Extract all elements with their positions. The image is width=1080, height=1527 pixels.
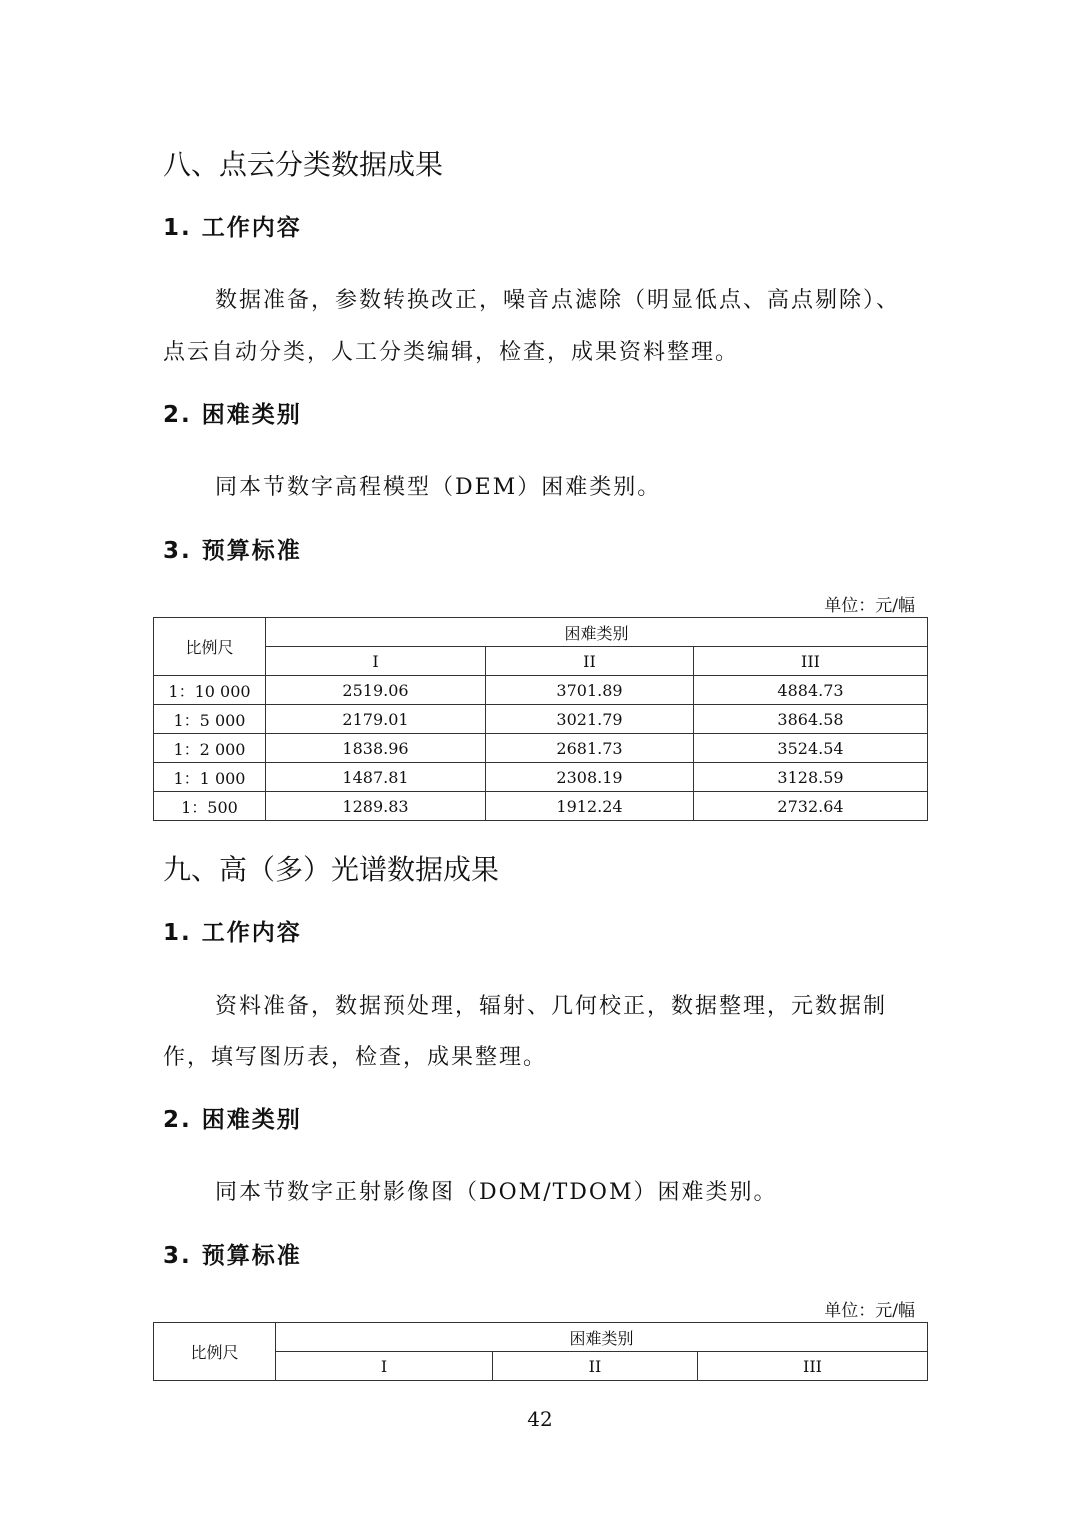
table-row [154, 734, 928, 763]
section-9-sub3-title: 3. 预算标准 [163, 1243, 302, 1269]
cell-scale: 1：5 000 [154, 705, 266, 734]
header-level-1: I [276, 1352, 493, 1381]
header-scale: 比例尺 [154, 618, 266, 676]
cell-value: 2681.73 [486, 734, 694, 763]
cell-value: 2519.06 [266, 676, 486, 705]
cell-value: 3128.59 [694, 763, 928, 792]
cell-value: 3864.58 [694, 705, 928, 734]
header-level-2: II [493, 1352, 698, 1381]
section-8-sub3-title: 3. 预算标准 [163, 538, 302, 564]
header-level-3: III [694, 647, 928, 676]
table-row [154, 705, 928, 734]
section-8-sub1-title: 1. 工作内容 [163, 215, 302, 241]
cell-value: 1838.96 [266, 734, 486, 763]
section-8-budget-table [153, 617, 928, 821]
header-scale: 比例尺 [154, 1323, 276, 1381]
header-difficulty-group: 困难类别 [266, 618, 928, 647]
section-9-work-content-line1: 资料准备，数据预处理，辐射、几何校正，数据整理，元数据制 [215, 994, 888, 1019]
header-level-1: I [266, 647, 486, 676]
cell-value: 2179.01 [266, 705, 486, 734]
cell-value: 2732.64 [694, 792, 928, 821]
table-row [154, 676, 928, 705]
header-difficulty-group: 困难类别 [276, 1323, 928, 1352]
section-8-work-content-line2: 点云自动分类，人工分类编辑，检查，成果资料整理。 [163, 340, 740, 365]
cell-value: 2308.19 [486, 763, 694, 792]
page-number: 42 [527, 1407, 553, 1431]
section-9-difficulty-text: 同本节数字正射影像图（DOM/TDOM）困难类别。 [215, 1180, 778, 1205]
section-9-sub2-title: 2. 困难类别 [163, 1107, 302, 1133]
section-9-budget-table [153, 1322, 928, 1381]
cell-scale: 1：1 000 [154, 763, 266, 792]
cell-scale: 1：10 000 [154, 676, 266, 705]
table-row [154, 792, 928, 821]
section-9-unit-label: 单位：元/幅 [824, 1301, 915, 1321]
section-9-title: 九、高（多）光谱数据成果 [163, 853, 500, 886]
cell-scale: 1：500 [154, 792, 266, 821]
cell-value: 1912.24 [486, 792, 694, 821]
section-9-sub1-title: 1. 工作内容 [163, 920, 302, 946]
section-8-difficulty-text: 同本节数字高程模型（DEM）困难类别。 [215, 475, 662, 500]
cell-value: 1487.81 [266, 763, 486, 792]
cell-value: 3701.89 [486, 676, 694, 705]
section-8-sub2-title: 2. 困难类别 [163, 402, 302, 428]
section-8-unit-label: 单位：元/幅 [824, 596, 915, 616]
cell-value: 3021.79 [486, 705, 694, 734]
section-8-work-content-line1: 数据准备，参数转换改正，噪音点滤除（明显低点、高点剔除）、 [215, 288, 901, 313]
header-level-3: III [698, 1352, 928, 1381]
header-level-2: II [486, 647, 694, 676]
cell-scale: 1：2 000 [154, 734, 266, 763]
section-9-work-content-line2: 作，填写图历表，检查，成果整理。 [163, 1045, 548, 1070]
cell-value: 4884.73 [694, 676, 928, 705]
table-row [154, 763, 928, 792]
cell-value: 1289.83 [266, 792, 486, 821]
cell-value: 3524.54 [694, 734, 928, 763]
section-8-title: 八、点云分类数据成果 [163, 148, 444, 181]
